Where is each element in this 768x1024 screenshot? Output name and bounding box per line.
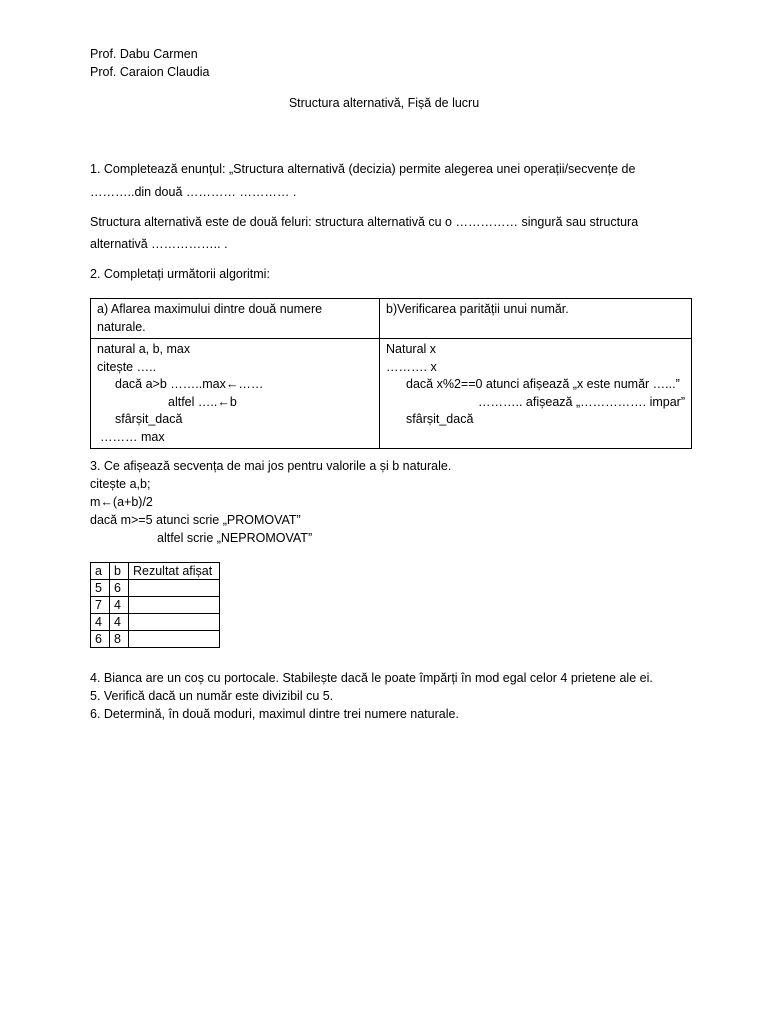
cell-a: 7 xyxy=(91,597,110,614)
author-1: Prof. Dabu Carmen xyxy=(90,47,198,61)
q3-code-line: dacă m>=5 atunci scrie „PROMOVAT” xyxy=(90,513,301,527)
algorithms-table xyxy=(90,298,692,449)
q1-line-2: ………..din două ………… ………… . xyxy=(90,185,297,199)
algo-b-line: Natural x xyxy=(386,342,437,356)
author-2: Prof. Caraion Claudia xyxy=(90,65,210,79)
algo-b-header: b)Verificarea parității unui număr. xyxy=(380,299,692,339)
q1-line-3: Structura alternativă este de două feluri: structura alternativă cu o …………… singură sau structura xyxy=(90,215,639,229)
algo-b-line: ……….. afișează „……………. impar” xyxy=(478,394,685,409)
q1-line-1: 1. Completează enunțul: „Structura alternativă (decizia) permite alegerea unei operații/secvențe de xyxy=(90,162,636,176)
algo-a-line: altfel …..←b xyxy=(168,394,237,409)
algo-b-line: sfârșit_dacă xyxy=(406,412,474,426)
cell-a: 6 xyxy=(91,631,110,648)
cell-b: 8 xyxy=(110,631,129,648)
q3-code-line: altfel scrie „NEPROMOVAT” xyxy=(157,531,313,545)
table-row xyxy=(91,614,220,631)
algo-b-body xyxy=(380,339,692,449)
q5-text: 5. Verifică dacă un număr este divizibil cu 5. xyxy=(90,689,334,703)
table-header-row xyxy=(91,563,220,580)
cell-result[interactable] xyxy=(129,580,220,597)
algo-a-line: natural a, b, max xyxy=(97,342,191,356)
results-table xyxy=(90,562,220,648)
algo-a-line: ……… max xyxy=(100,429,165,444)
page-title: Structura alternativă, Fișă de lucru xyxy=(288,96,480,110)
algo-a-body xyxy=(91,339,380,449)
algo-a-line: dacă a>b ……..max←…… xyxy=(115,377,264,391)
q2-intro: 2. Completați următorii algoritmi: xyxy=(90,267,270,281)
table-row xyxy=(91,580,220,597)
algo-a-line: citește ….. xyxy=(97,359,157,374)
algo-b-line: dacă x%2==0 atunci afișează „x este număr …...” xyxy=(406,377,680,391)
q1-line-4: alternativă …………….. . xyxy=(90,237,228,251)
q3-code-line: m←(a+b)/2 xyxy=(90,495,153,509)
q3-code-line: citește a,b; xyxy=(90,477,151,491)
q3-intro: 3. Ce afișează secvența de mai jos pentru valorile a și b naturale. xyxy=(90,459,452,473)
header-a: a xyxy=(91,563,110,580)
algo-b-line: ………. x xyxy=(386,359,437,374)
cell-result[interactable] xyxy=(129,631,220,648)
algo-a-line: sfârșit_dacă xyxy=(115,412,183,426)
table-row xyxy=(91,631,220,648)
cell-result[interactable] xyxy=(129,614,220,631)
cell-a: 4 xyxy=(91,614,110,631)
q4-text: 4. Bianca are un coș cu portocale. Stabilește dacă le poate împărți în mod egal celor 4 prietene ale ei. xyxy=(90,671,653,685)
q6-text: 6. Determină, în două moduri, maximul dintre trei numere naturale. xyxy=(90,707,459,721)
cell-result[interactable] xyxy=(129,597,220,614)
cell-b: 6 xyxy=(110,580,129,597)
cell-a: 5 xyxy=(91,580,110,597)
cell-b: 4 xyxy=(110,597,129,614)
header-result: Rezultat afișat xyxy=(129,563,220,580)
table-row xyxy=(91,597,220,614)
cell-b: 4 xyxy=(110,614,129,631)
header-b: b xyxy=(110,563,129,580)
algo-a-header: a) Aflarea maximului dintre două numere naturale. xyxy=(91,299,380,339)
